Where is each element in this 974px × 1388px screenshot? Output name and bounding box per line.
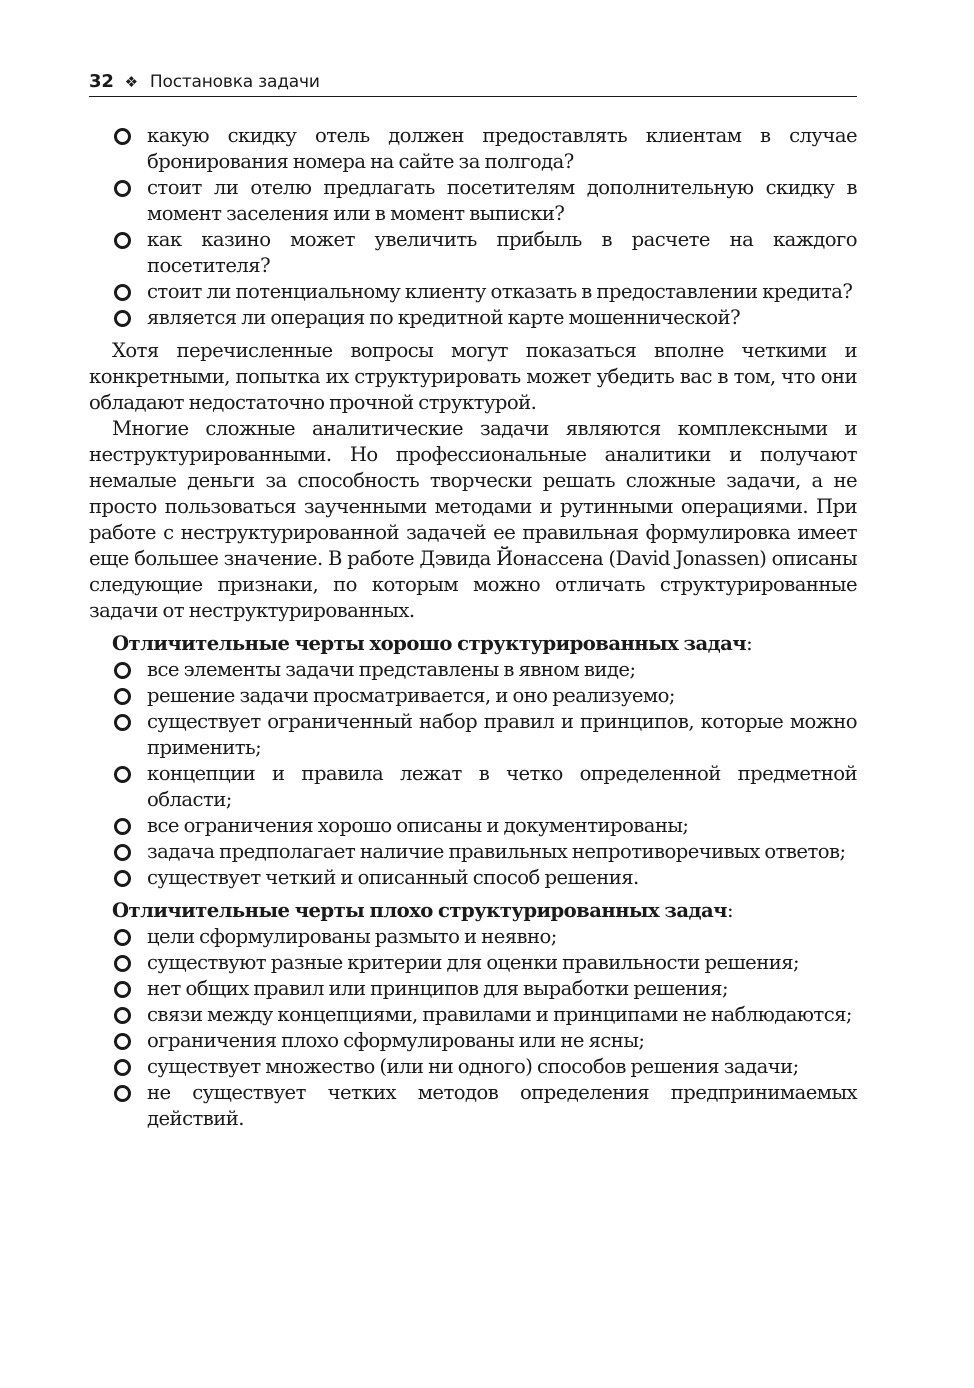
- bullet-icon: [114, 284, 131, 301]
- bullet-icon: [114, 128, 131, 145]
- bullet-icon: [114, 955, 131, 972]
- bullet-icon: [114, 1007, 131, 1024]
- bullet-icon: [114, 1085, 131, 1102]
- section-heading: [89, 631, 857, 657]
- bullet-icon: [114, 981, 131, 998]
- list-item-text: какую скидку отель должен предоставлять клиентам в случае бронирования номера на сайте за полгода?: [147, 124, 857, 173]
- chapter-title: Постановка задачи: [149, 72, 320, 92]
- list-item-text: не существует четких методов определения предпринимаемых действий.: [147, 1081, 857, 1130]
- list-item: [89, 1028, 857, 1054]
- list-item: [89, 123, 857, 175]
- list-item: [89, 924, 857, 950]
- well-structured-list: [89, 657, 857, 891]
- list-item: [89, 976, 857, 1002]
- paragraph: Хотя перечисленные вопросы могут показаться вполне четкими и конкретными, попытка их структурировать может убедить вас в том, что они обладают недостаточно прочной структурой.: [89, 339, 857, 414]
- bullet-icon: [114, 818, 131, 835]
- list-item: [89, 1002, 857, 1028]
- list-item: [89, 279, 857, 305]
- list-item: [89, 227, 857, 279]
- bullet-icon: [114, 180, 131, 197]
- list-item: [89, 657, 857, 683]
- bullet-icon: [114, 766, 131, 783]
- list-item: [89, 950, 857, 976]
- list-item-text: как казино может увеличить прибыль в расчете на каждого посетителя?: [147, 228, 857, 277]
- list-item: [89, 865, 857, 891]
- list-item-text: все элементы задачи представлены в явном виде;: [147, 658, 636, 681]
- bullet-icon: [114, 714, 131, 731]
- bullet-icon: [114, 1059, 131, 1076]
- list-item-text: ограничения плохо сформулированы или не ясны;: [147, 1029, 645, 1052]
- list-item: [89, 1054, 857, 1080]
- list-item-text: все ограничения хорошо описаны и документированы;: [147, 814, 689, 837]
- page-body: [89, 123, 857, 1132]
- list-item-text: концепции и правила лежат в четко определенной предметной области;: [147, 762, 857, 811]
- bullet-icon: [114, 232, 131, 249]
- list-item: [89, 839, 857, 865]
- list-item-text: задача предполагает наличие правильных непротиворечивых ответов;: [147, 840, 846, 863]
- bullet-icon: [114, 844, 131, 861]
- list-item: [89, 813, 857, 839]
- list-item: [89, 175, 857, 227]
- bullet-icon: [114, 929, 131, 946]
- list-item-text: связи между концепциями, правилами и принципами не наблюдаются;: [147, 1003, 852, 1026]
- page-number: 32: [89, 71, 114, 92]
- list-item: [89, 305, 857, 331]
- list-item-text: существуют разные критерии для оценки правильности решения;: [147, 951, 800, 974]
- list-item-text: является ли операция по кредитной карте мошеннической?: [147, 306, 741, 329]
- list-item-text: стоит ли потенциальному клиенту отказать в предоставлении кредита?: [147, 280, 853, 303]
- well-structured-heading: Отличительные черты хорошо структурированных задач: [112, 632, 747, 655]
- ill-structured-list: [89, 924, 857, 1132]
- bullet-icon: [114, 662, 131, 679]
- section-heading: [89, 898, 857, 924]
- running-header: [89, 68, 857, 97]
- list-item-text: существует множество (или ни одного) способов решения задачи;: [147, 1055, 799, 1078]
- heading-colon: :: [726, 899, 734, 922]
- list-item-text: существует ограниченный набор правил и принципов, которые можно применить;: [147, 710, 857, 759]
- bullet-icon: [114, 1033, 131, 1050]
- list-item: [89, 709, 857, 761]
- ill-structured-heading: Отличительные черты плохо структурированных задач: [112, 899, 727, 922]
- heading-colon: :: [746, 632, 753, 655]
- list-item-text: цели сформулированы размыто и неявно;: [147, 925, 557, 948]
- bullet-icon: [114, 310, 131, 327]
- list-item: [89, 761, 857, 813]
- ornament-icon: ❖: [124, 73, 138, 91]
- list-item: [89, 1080, 857, 1132]
- paragraph: Многие сложные аналитические задачи являются комплексными и неструктурированными. Но профессиональные аналитики и получают немалые деньги за способность творчески решать сложные задачи, а не просто пользоваться заученными методами и рутинными операциями. При работе с неструктурированной задачей ее правильная формулировка имеет еще большее значение. В работе Дэвида Йонассена (David Jonassen) описаны следующие признаки, по которым можно отличать структурированные задачи от неструктурированных.: [89, 417, 857, 622]
- list-item-text: существует четкий и описанный способ решения.: [147, 866, 639, 889]
- list-item-text: стоит ли отелю предлагать посетителям дополнительную скидку в момент заселения или в момент выписки?: [147, 176, 857, 225]
- list-item: [89, 683, 857, 709]
- bullet-icon: [114, 688, 131, 705]
- question-list: [89, 123, 857, 331]
- list-item-text: нет общих правил или принципов для выработки решения;: [147, 977, 729, 1000]
- bullet-icon: [114, 870, 131, 887]
- book-page: [89, 68, 857, 1132]
- list-item-text: решение задачи просматривается, и оно реализуемо;: [147, 684, 675, 707]
